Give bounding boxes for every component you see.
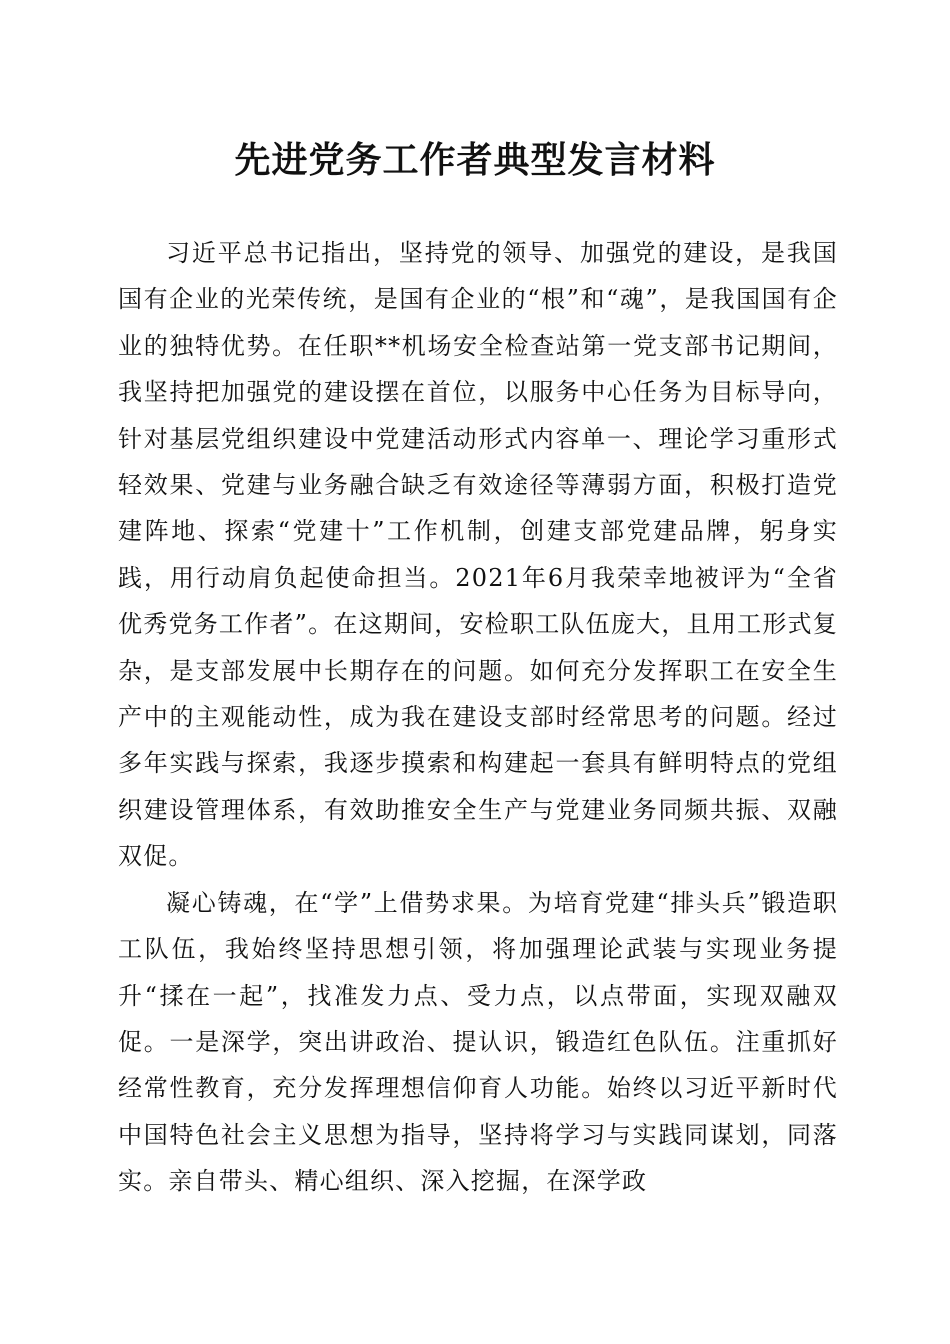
paragraph-intro: 习近平总书记指出，坚持党的领导、加强党的建设，是我国国有企业的光荣传统，是国有企业的“根”和“魂”，是我国国有企业的独特优势。在任职**机场安全检查站第一党支部书记期间，我坚持把加强党的建设摆在首位，以服务中心任务为目标导向，针对基层党组织建设中党建活动形式内容单一、理论学习重形式轻效果、党建与业务融合缺乏有效途径等薄弱方面，积极打造党建阵地、探索“党建十”工作机制，创建支部党建品牌，躬身实践，用行动肩负起使命担当。2021年6月我荣幸地被评为“全省优秀党务工作者”。在这期间，安检职工队伍庞大，且用工形式复杂，是支部发展中长期存在的问题。如何充分发挥职工在安全生产中的主观能动性，成为我在建设支部时经常思考的问题。经过多年实践与探索，我逐步摸索和构建起一套具有鲜明特点的党组织建设管理体系，有效助推安全生产与党建业务同频共振、双融双促。 bbox=[118, 239, 838, 871]
document-title: 先进党务工作者典型发言材料 bbox=[234, 139, 716, 181]
paragraph-study: 凝心铸魂，在“学”上借势求果。为培育党建“排头兵”锻造职工队伍，我始终坚持思想引领，将加强理论武装与实现业务提升“揉在一起”，找准发力点、受力点，以点带面，实现双融双促。一是深学，突出讲政治、提认识，锻造红色队伍。注重抓好经常性教育，充分发挥理想信仰育人功能。始终以习近平新时代中国特色社会主义思想为指导，坚持将学习与实践同谋划，同落实。亲自带头、精心组织、深入挖掘，在深学政 bbox=[118, 888, 838, 1196]
document-body bbox=[118, 230, 838, 1205]
